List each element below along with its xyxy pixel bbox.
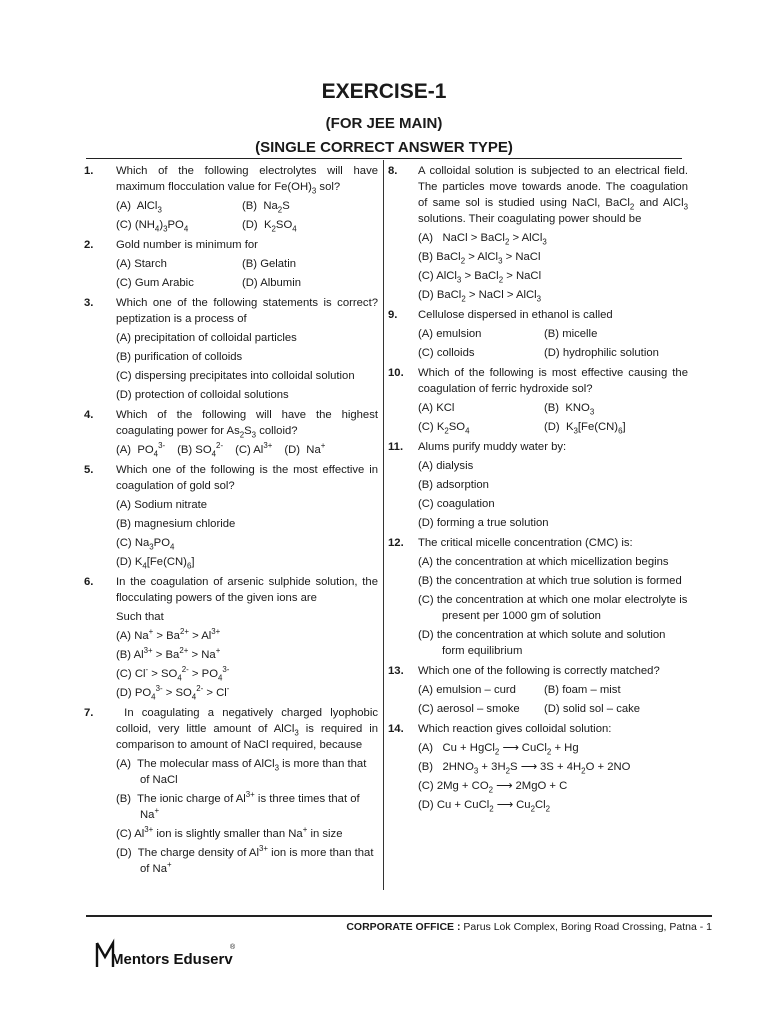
- option-d: (D) BaCl$_2$ > NaCl > AlCl$_3$: [418, 289, 542, 304]
- question-number: 5.: [84, 464, 94, 476]
- question-number: 12.: [388, 537, 404, 549]
- exercise-title: EXERCISE-1: [321, 80, 447, 103]
- question-9: [388, 307, 688, 361]
- question-text: Which one of the following is the most effective in coagulation of gold sol?: [116, 464, 378, 492]
- option-c: (C) $Al^{3+}$: [235, 441, 273, 456]
- corporate-office-footer: [346, 921, 712, 933]
- right-column: [388, 163, 688, 813]
- question-3: [84, 295, 378, 403]
- question-number: 14.: [388, 723, 404, 735]
- question-number: 2.: [84, 239, 94, 251]
- question-number: 11.: [388, 441, 404, 453]
- question-number: 1.: [84, 165, 94, 177]
- option-c: (C) aerosol – smoke: [418, 703, 520, 715]
- option-b: (B) micelle: [544, 328, 598, 340]
- footer-rule: [86, 915, 712, 917]
- option-d: (D) $K_2SO_4$: [242, 219, 297, 234]
- question-number: 3.: [84, 297, 94, 309]
- footer-label: CORPORATE OFFICE :: [346, 921, 461, 933]
- option-c: (C) the concentration at which one molar electrolyte is present per 1000 gm of solution: [418, 594, 688, 622]
- question-8: [388, 163, 688, 303]
- question-14: [388, 721, 688, 813]
- option-d: (D) forming a true solution: [418, 517, 549, 529]
- option-d: (D) $PO_4^{3-} > SO_4^{2-} > Cl^-$: [116, 684, 230, 702]
- option-d: (D) protection of colloidal solutions: [116, 389, 289, 401]
- option-c: (C) $(NH_4)_3PO_4$: [116, 219, 189, 234]
- question-number: 10.: [388, 367, 404, 379]
- question-2: [84, 237, 378, 291]
- option-a: (A) Starch: [116, 258, 167, 270]
- question-number: 8.: [388, 165, 398, 177]
- question-6: [84, 574, 378, 701]
- question-number: 4.: [84, 409, 94, 421]
- option-c: (C) dispersing precipitates into colloidal solution: [116, 370, 355, 382]
- option-c: (C) $Al^{3+}$ ion is slightly smaller than Na+ in size: [116, 825, 343, 840]
- question-11: [388, 439, 688, 531]
- question-4: [84, 407, 378, 458]
- option-a: (A) $PO_4^{3-}$: [116, 441, 166, 459]
- left-column: [84, 163, 378, 877]
- question-text: Which of the following is most effective causing the coagulation of ferric hydroxide sol?: [418, 367, 688, 395]
- option-a: (A) KCl: [418, 402, 455, 414]
- option-b: (B) Gelatin: [242, 258, 296, 270]
- option-a: (A) AlCl$_3$: [116, 200, 162, 215]
- option-c: (C) Gum Arabic: [116, 277, 194, 289]
- question-5: [84, 462, 378, 570]
- question-text: Which of the following will have the highest coagulating power for $As_2S_3$ colloid?: [116, 409, 378, 440]
- option-b: (B) magnesium chloride: [116, 518, 236, 530]
- option-b: (B) $2HNO_3 + 3H_2S$ ⟶ $3S + 4H_2O + 2NO$: [418, 761, 631, 776]
- option-c: (C) $Cl^- > SO_4^{2-} > PO_4^{3-}$: [116, 665, 230, 683]
- question-number: 9.: [388, 309, 398, 321]
- exam-subtitle: (FOR JEE MAIN): [325, 115, 443, 132]
- option-b: (B) $Na_2S$: [242, 200, 290, 215]
- option-b: (B) the concentration at which true solution is formed: [418, 575, 682, 587]
- question-text: Which one of the following statements is correct? peptization is a process of: [116, 297, 378, 325]
- question-13: [388, 663, 688, 717]
- option-c: (C) $K_2SO_4$: [418, 421, 470, 436]
- option-b: (B) purification of colloids: [116, 351, 243, 363]
- question-text: Cellulose dispersed in ethanol is called: [418, 309, 613, 321]
- option-d: (D) the concentration at which solute and solution form equilibrium: [418, 629, 666, 657]
- mentors-eduserv-logo: [94, 937, 236, 973]
- question-number: 6.: [84, 576, 94, 588]
- option-b: (B) The ionic charge of $Al^{3+}$ is three times that of Na+: [116, 790, 360, 821]
- question-number: 13.: [388, 665, 404, 677]
- option-c: (C) colloids: [418, 347, 475, 359]
- question-text: Which of the following electrolytes will have maximum flocculation value for $Fe(OH)_3$ sol?: [116, 165, 378, 196]
- question-10: [388, 365, 688, 435]
- question-number: 7.: [84, 707, 94, 719]
- option-d: (D) solid sol – cake: [544, 703, 641, 715]
- registered-mark: ®: [230, 944, 236, 951]
- question-text: In the coagulation of arsenic sulphide solution, the flocculating powers of the given ions are: [116, 576, 378, 604]
- option-c: (C) $2Mg + CO_2$ ⟶ 2MgO + C: [418, 780, 568, 795]
- option-d: (D) Na+: [284, 441, 326, 456]
- option-d: (D) hydrophilic solution: [544, 347, 659, 359]
- option-a: (A) precipitation of colloidal particles: [116, 332, 297, 344]
- option-b: (B) foam – mist: [544, 684, 621, 696]
- option-d: (D) The charge density of $Al^{3+}$ ion is more than that of Na+: [116, 844, 374, 875]
- option-b: (B) $Al^{3+} > Ba^{2+} > Na^+$: [116, 646, 221, 661]
- question-subtext: Such that: [116, 611, 164, 623]
- question-type-subtitle: (SINGLE CORRECT ANSWER TYPE): [255, 139, 513, 156]
- option-a: (A) dialysis: [418, 460, 474, 472]
- question-text: Which one of the following is correctly matched?: [418, 665, 660, 677]
- option-b: (B) $SO_4^{2-}$: [177, 441, 224, 459]
- option-c: (C) coagulation: [418, 498, 495, 510]
- footer-address: Parus Lok Complex, Boring Road Crossing, Patna - 1: [463, 921, 712, 933]
- option-a: (A) The molecular mass of AlCl$_3$ is more than that of NaCl: [116, 758, 367, 786]
- option-a: (A) emulsion: [418, 328, 482, 340]
- option-d: (D) Albumin: [242, 277, 302, 289]
- question-text: Which reaction gives colloidal solution:: [418, 723, 612, 735]
- question-7: [84, 705, 378, 877]
- option-d: (D) Cu + CuCl$_2$ ⟶ $Cu_2Cl_2$: [418, 799, 551, 814]
- option-c: (C) AlCl$_3$ > BaCl$_2$ > NaCl: [418, 270, 542, 285]
- option-c: (C) $Na_3PO_4$: [116, 537, 175, 552]
- question-text: Gold number is minimum for: [116, 239, 258, 251]
- header-rule: [86, 158, 682, 159]
- logo-text: Mentors Eduserv: [111, 951, 233, 968]
- question-text: The critical micelle concentration (CMC) is:: [418, 537, 633, 549]
- option-b: (B) $KNO_3$: [544, 402, 595, 417]
- option-b: (B) adsorption: [418, 479, 489, 491]
- option-b: (B) BaCl$_2$ > AlCl$_3$ > NaCl: [418, 251, 541, 266]
- option-a: (A) NaCl > BaCl$_2$ > AlCl$_3$: [418, 232, 547, 247]
- question-text: A colloidal solution is subjected to an electrical field. The particles move towards anode. The coagulation of same sol is studied using NaCl, BaCl$_2$ and AlCl$_3$ solutions. Their coagulating power should be: [418, 165, 688, 225]
- column-divider: [383, 160, 384, 890]
- question-1: [84, 163, 378, 233]
- option-a: (A) Cu + HgCl$_2$ ⟶ CuCl$_2$ + Hg: [418, 742, 579, 757]
- option-d: (D) $K_4[Fe(CN)_6]$: [116, 556, 195, 571]
- question-12: [388, 535, 688, 659]
- option-a: (A) Sodium nitrate: [116, 499, 208, 511]
- option-d: (D) $K_3[Fe(CN)_6]$: [544, 421, 626, 436]
- option-a: (A) the concentration at which micellization begins: [418, 556, 669, 568]
- question-text: Alums purify muddy water by:: [418, 441, 567, 453]
- option-a: (A) $Na^+ > Ba^{2+} > Al^{3+}$: [116, 627, 221, 642]
- option-a: (A) emulsion – curd: [418, 684, 516, 696]
- question-text: In coagulating a negatively charged lyophobic colloid, very little amount of AlCl$_3$ is required in comparison to amount of NaCl required, because: [116, 707, 378, 751]
